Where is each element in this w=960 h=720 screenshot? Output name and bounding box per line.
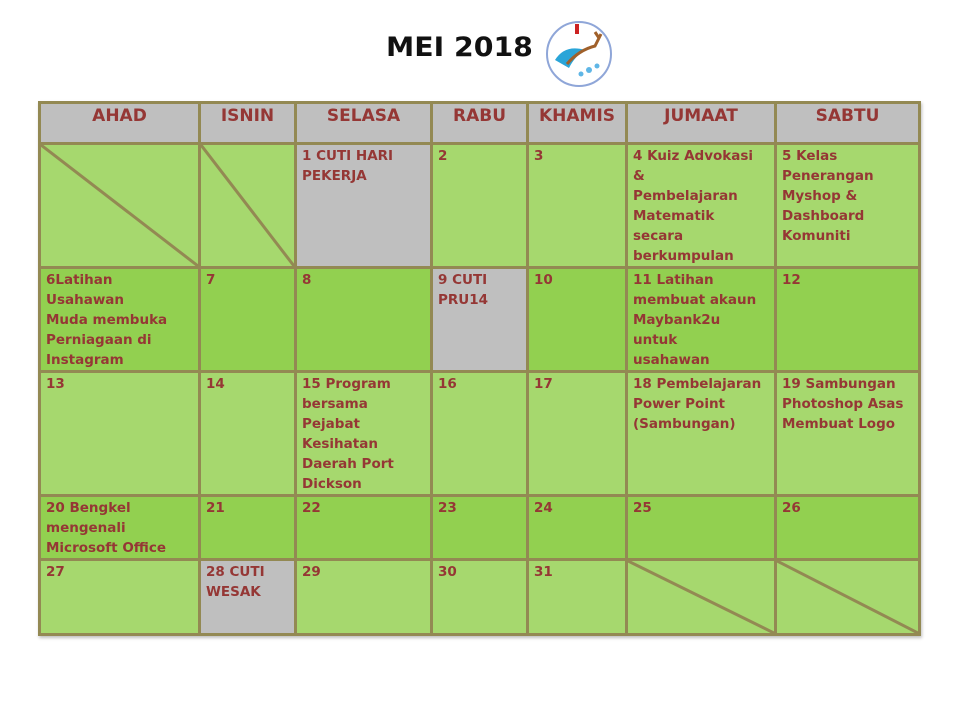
week-row	[40, 560, 920, 635]
diagonal-strike-line	[628, 561, 774, 633]
day-cell	[296, 560, 432, 635]
weekday-header-jumaat: JUMAAT	[627, 103, 776, 144]
day-cell	[200, 268, 296, 372]
day-cell	[528, 560, 627, 635]
diagonal-strike-line	[201, 145, 294, 266]
day-cell	[528, 144, 627, 268]
day-cell	[627, 268, 776, 372]
day-cell	[296, 496, 432, 560]
day-cell-text: 7	[206, 272, 216, 288]
day-cell	[627, 144, 776, 268]
holiday-day-cell	[296, 144, 432, 268]
day-cell	[432, 144, 528, 268]
page-title: MEI 2018	[386, 32, 533, 63]
day-cell-text: 13	[46, 376, 65, 392]
empty-day-cell	[776, 560, 920, 635]
weekday-header-rabu: RABU	[432, 103, 528, 144]
calendar-table	[38, 101, 921, 636]
day-cell	[776, 268, 920, 372]
weekday-header-selasa: SELASA	[296, 103, 432, 144]
day-cell-text: 24	[534, 500, 553, 516]
week-row	[40, 144, 920, 268]
day-cell-text: 31	[534, 564, 553, 580]
day-cell	[627, 372, 776, 496]
day-cell	[200, 496, 296, 560]
day-cell-text: 3	[534, 148, 544, 164]
day-cell	[40, 268, 200, 372]
diagonal-strike-line	[777, 561, 918, 633]
day-cell-text: 14	[206, 376, 225, 392]
day-cell-text: 21	[206, 500, 225, 516]
weekday-header-row	[40, 103, 920, 144]
day-cell-text: 27	[46, 564, 65, 580]
day-cell-text: 16	[438, 376, 457, 392]
day-cell	[528, 268, 627, 372]
day-cell	[296, 268, 432, 372]
empty-day-cell	[40, 144, 200, 268]
deer-emblem-logo	[545, 20, 613, 88]
day-cell-text: 5 Kelas Penerangan Myshop & Dashboard Komuniti	[782, 148, 874, 244]
diagonal-strike-line	[41, 145, 198, 266]
weekday-header-ahad: AHAD	[40, 103, 200, 144]
day-cell-text: 8	[302, 272, 312, 288]
empty-day-cell	[200, 144, 296, 268]
day-cell-text: 11 Latihan membuat akaun Maybank2u untuk usahawan	[633, 272, 757, 368]
day-cell	[776, 144, 920, 268]
day-cell	[432, 560, 528, 635]
week-row	[40, 496, 920, 560]
day-cell-text: 15 Program bersama Pejabat Kesihatan Daerah Port Dickson	[302, 376, 394, 492]
day-cell-text: 10	[534, 272, 553, 288]
day-cell-text: 2	[438, 148, 448, 164]
holiday-day-cell	[432, 268, 528, 372]
day-cell	[296, 372, 432, 496]
day-cell-text: 25	[633, 500, 652, 516]
day-cell-text: 28 CUTI WESAK	[206, 564, 265, 600]
day-cell-text: 17	[534, 376, 553, 392]
day-cell-text: 6Latihan Usahawan Muda membuka Perniagaan di Instagram	[46, 272, 168, 368]
empty-day-cell	[627, 560, 776, 635]
day-cell-text: 26	[782, 500, 801, 516]
day-cell	[528, 372, 627, 496]
day-cell	[40, 372, 200, 496]
weekday-header-isnin: ISNIN	[200, 103, 296, 144]
day-cell	[40, 496, 200, 560]
day-cell-text: 30	[438, 564, 457, 580]
weekday-header-khamis: KHAMIS	[528, 103, 627, 144]
day-cell-text: 18 Pembelajaran Power Point (Sambungan)	[633, 376, 762, 432]
day-cell	[40, 560, 200, 635]
day-cell	[776, 372, 920, 496]
day-cell	[200, 372, 296, 496]
day-cell-text: 29	[302, 564, 321, 580]
day-cell-text: 20 Bengkel mengenali Microsoft Office	[46, 500, 167, 556]
day-cell	[776, 496, 920, 560]
day-cell-text: 19 Sambungan Photoshop Asas Membuat Logo	[782, 376, 904, 432]
day-cell-text: 23	[438, 500, 457, 516]
week-row	[40, 372, 920, 496]
day-cell	[528, 496, 627, 560]
weekday-header-sabtu: SABTU	[776, 103, 920, 144]
holiday-day-cell	[200, 560, 296, 635]
day-cell-text: 9 CUTI PRU14	[438, 272, 489, 308]
day-cell	[432, 496, 528, 560]
day-cell-text: 12	[782, 272, 801, 288]
day-cell	[627, 496, 776, 560]
day-cell	[432, 372, 528, 496]
day-cell-text: 22	[302, 500, 321, 516]
week-row	[40, 268, 920, 372]
day-cell-text: 1 CUTI HARI PEKERJA	[302, 148, 394, 184]
day-cell-text: 4 Kuiz Advokasi & Pembelajaran Matematik secara berkumpulan	[633, 148, 754, 264]
